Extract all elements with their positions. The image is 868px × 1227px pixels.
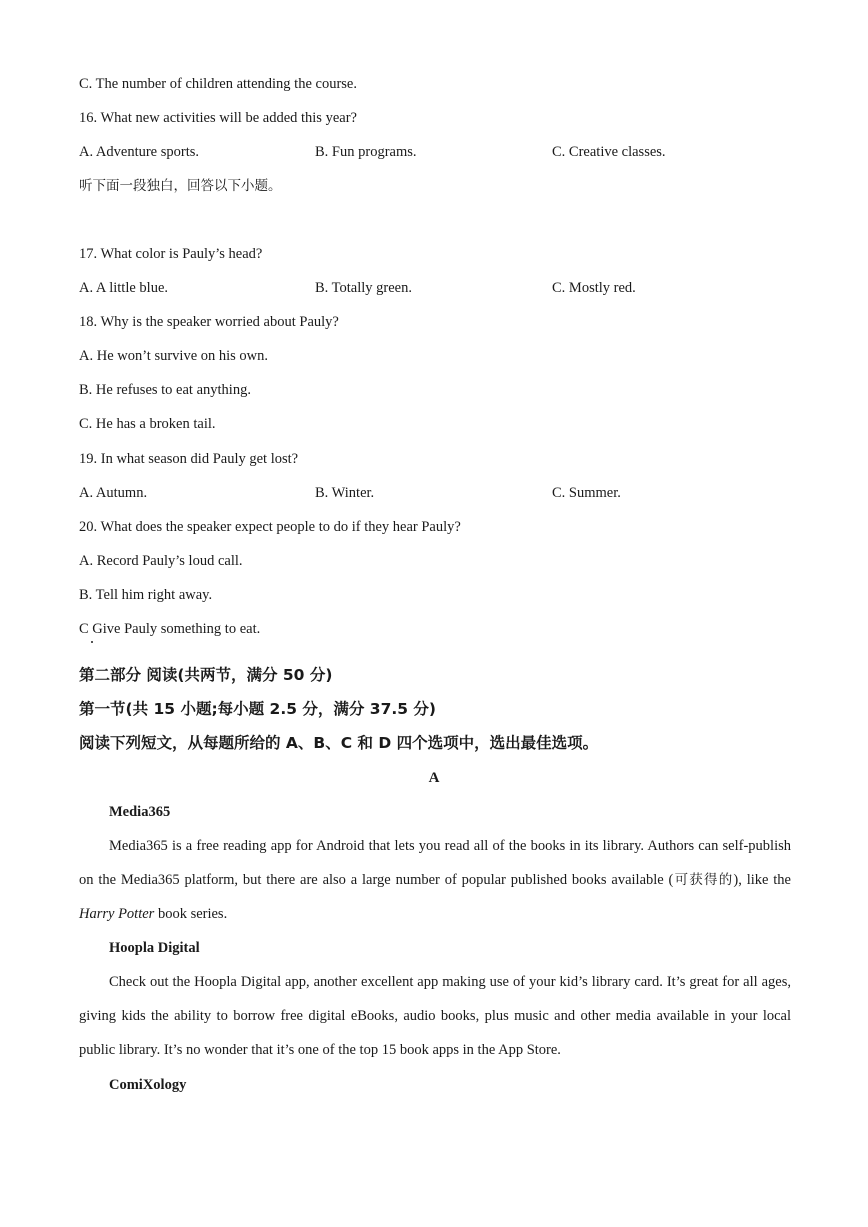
q16-question: 16. What new activities will be added this year? <box>79 110 357 126</box>
q20-option-c: C Give Pauly something to eat. <box>79 621 261 637</box>
reading-instruction: 阅读下列短文，从每题所给的 A、B、C 和 D 四个选项中，选出最佳选项。 <box>79 734 599 752</box>
hoopla-title: Hoopla Digital <box>109 940 200 956</box>
q19-option-b: B. Winter. <box>315 485 375 501</box>
q18-option-b: B. He refuses to eat anything. <box>79 382 251 398</box>
hoopla-paragraph <box>79 965 791 1067</box>
q19-question: 19. In what season did Pauly get lost? <box>79 451 299 467</box>
q20-option-b: B. Tell him right away. <box>79 587 213 603</box>
q18-option-c: C. He has a broken tail. <box>79 416 216 432</box>
q16-options <box>79 142 666 162</box>
comixology-title: ComiXology <box>109 1077 187 1093</box>
media365-text-1: Media365 is a free reading app for Android that lets you read all of the books in its library. Authors can self-publish on the Media365 platform, but there are also a large number of popular published books available ( <box>79 838 791 888</box>
q17-option-a: A. A little blue. <box>79 280 169 296</box>
q16-option-b: B. Fun programs. <box>315 144 417 160</box>
q20-option-a: A. Record Pauly’s loud call. <box>79 553 243 569</box>
q17-options <box>79 278 636 298</box>
hoopla-text: Check out the Hoopla Digital app, another excellent app making use of your kid’s library card. It’s great for all ages, giving kids the ability to borrow free digital eBooks, audio books, plus music and other media available in your local public library. It’s no wonder that it’s one of the top 15 book apps in the App Store. <box>79 974 791 1058</box>
monologue-instruction: 听下面一段独白，回答以下小题。 <box>79 178 282 194</box>
q18-question: 18. Why is the speaker worried about Pauly? <box>79 314 339 330</box>
section1-heading: 第一节(共 15 小题;每小题 2.5 分，满分 37.5 分) <box>79 700 437 718</box>
media365-paragraph <box>79 829 791 931</box>
q19-option-c: C. Summer. <box>552 485 621 501</box>
q17-option-b: B. Totally green. <box>315 280 412 296</box>
part2-heading: 第二部分 阅读(共两节，满分 50 分) <box>79 666 333 684</box>
q18-option-a: A. He won’t survive on his own. <box>79 348 269 364</box>
media365-gloss: 可获得的 <box>673 872 734 888</box>
media365-text-3: book series. <box>154 906 228 922</box>
media365-title: Media365 <box>109 804 171 820</box>
q15-option-c: C. The number of children attending the course. <box>79 76 357 92</box>
media365-text-2: ), like the <box>733 872 791 888</box>
passage-label: A <box>428 770 440 786</box>
q19-options <box>79 483 621 503</box>
q17-question: 17. What color is Pauly’s head? <box>79 246 263 262</box>
q16-option-a: A. Adventure sports. <box>79 144 200 160</box>
q20-question: 20. What does the speaker expect people to do if they hear Pauly? <box>79 519 461 535</box>
speck-mark <box>91 641 93 643</box>
q16-option-c: C. Creative classes. <box>552 144 666 160</box>
q17-option-c: C. Mostly red. <box>552 280 636 296</box>
q19-option-a: A. Autumn. <box>79 485 148 501</box>
media365-book-title: Harry Potter <box>79 906 155 922</box>
